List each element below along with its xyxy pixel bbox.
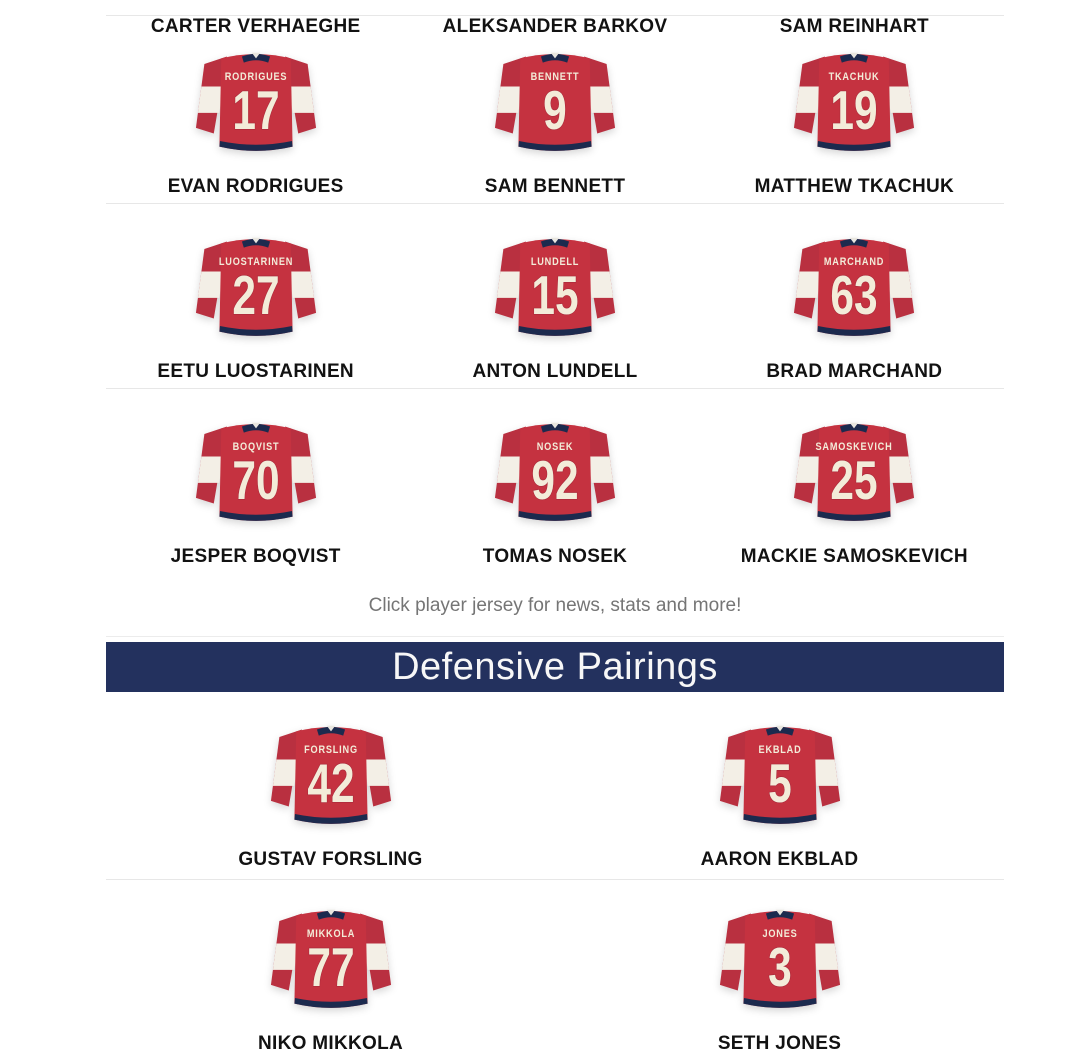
player-jersey[interactable] [270, 722, 392, 829]
forwards-row-2 [106, 204, 1004, 389]
jersey-number: 5 [767, 753, 792, 815]
player-card [405, 49, 704, 196]
jersey-nameplate: TKACHUK [828, 71, 880, 84]
jersey-nameplate: BOQVIST [232, 441, 280, 454]
jersey-number: 27 [232, 265, 280, 327]
player-card [405, 234, 704, 381]
jersey-right-sleeve-stripe [288, 87, 314, 113]
jersey-right-sleeve-stripe [812, 760, 838, 786]
player-jersey[interactable] [195, 234, 317, 341]
jersey-graphic [270, 906, 392, 1013]
player-name: JESPER BOQVIST [170, 546, 341, 567]
jersey-number: 42 [306, 753, 355, 815]
jersey-number: 17 [232, 80, 280, 142]
jersey-left-sleeve-stripe [497, 272, 523, 298]
jersey-graphic [494, 419, 616, 526]
player-jersey[interactable] [719, 722, 841, 829]
jersey-left-sleeve-stripe [721, 760, 747, 786]
jersey-right-sleeve-stripe [587, 87, 613, 113]
player-card [705, 234, 1004, 381]
player-name: BRAD MARCHAND [766, 361, 943, 382]
jersey-left-sleeve-stripe [497, 457, 523, 483]
jersey-nameplate: SAMOSKEVICH [815, 441, 893, 454]
player-name: SAM BENNETT [484, 176, 626, 197]
player-card [705, 419, 1004, 566]
player-name: EETU LUOSTARINEN [157, 361, 354, 382]
jersey-left-sleeve-stripe [721, 944, 747, 970]
jersey-nameplate: NOSEK [536, 441, 574, 454]
jersey-number: 9 [543, 80, 567, 142]
player-card-partial [106, 0, 405, 38]
jersey-graphic [494, 49, 616, 156]
player-card [106, 906, 555, 1053]
jersey-number: 92 [531, 450, 579, 512]
player-card-partial [705, 0, 1004, 38]
jersey-left-sleeve-stripe [796, 272, 822, 298]
player-name: ANTON LUNDELL [472, 361, 638, 382]
jersey-nameplate: FORSLING [303, 744, 358, 757]
jersey-nameplate: MARCHAND [824, 256, 885, 269]
player-name: TOMAS NOSEK [482, 546, 628, 567]
click-note: Click player jersey for news, stats and more! [368, 595, 742, 616]
jersey-right-sleeve-stripe [363, 944, 389, 970]
jersey-right-sleeve-stripe [887, 272, 913, 298]
defense-row-1 [106, 692, 1004, 880]
jersey-left-sleeve-stripe [272, 760, 298, 786]
jersey-number: 25 [830, 450, 878, 512]
jersey-left-sleeve-stripe [198, 87, 224, 113]
jersey-number: 63 [830, 265, 878, 327]
player-card [405, 419, 704, 566]
player-jersey[interactable] [793, 49, 915, 156]
defense-row-2 [106, 880, 1004, 1053]
jersey-right-sleeve-stripe [587, 457, 613, 483]
player-jersey[interactable] [270, 906, 392, 1013]
forwards-row-partial [106, 0, 1004, 37]
player-card [106, 234, 405, 381]
jersey-number: 15 [531, 265, 579, 327]
jersey-number: 77 [306, 937, 355, 999]
player-jersey[interactable] [494, 419, 616, 526]
jersey-left-sleeve-stripe [497, 87, 523, 113]
forwards-row-1 [106, 16, 1004, 204]
player-name: MATTHEW TKACHUK [754, 176, 955, 197]
player-card-partial [405, 0, 704, 38]
jersey-right-sleeve-stripe [363, 760, 389, 786]
player-jersey[interactable] [494, 234, 616, 341]
jersey-graphic [494, 234, 616, 341]
jersey-right-sleeve-stripe [587, 272, 613, 298]
player-jersey[interactable] [793, 419, 915, 526]
player-name: ALEKSANDER BARKOV [442, 16, 668, 37]
jersey-left-sleeve-stripe [796, 457, 822, 483]
defensive-pairings-banner: Defensive Pairings [106, 642, 1004, 692]
jersey-graphic [793, 419, 915, 526]
jersey-left-sleeve-stripe [272, 944, 298, 970]
jersey-left-sleeve-stripe [198, 272, 224, 298]
player-name: NIKO MIKKOLA [257, 1033, 404, 1054]
player-card [106, 419, 405, 566]
jersey-number: 70 [232, 450, 280, 512]
jersey-right-sleeve-stripe [887, 457, 913, 483]
player-card [106, 722, 555, 869]
section-divider [106, 636, 1004, 637]
jersey-graphic [270, 722, 392, 829]
player-name: GUSTAV FORSLING [238, 849, 423, 870]
player-name: SAM REINHART [779, 16, 929, 37]
player-jersey[interactable] [494, 49, 616, 156]
jersey-graphic [195, 419, 317, 526]
player-name: CARTER VERHAEGHE [150, 16, 361, 37]
player-jersey[interactable] [195, 419, 317, 526]
roster-container [106, 0, 1004, 1053]
jersey-nameplate: JONES [761, 928, 798, 941]
jersey-nameplate: LUOSTARINEN [218, 256, 293, 269]
jersey-graphic [195, 49, 317, 156]
jersey-number: 3 [767, 937, 792, 999]
forwards-row-3 [106, 389, 1004, 566]
player-name: SETH JONES [717, 1033, 842, 1054]
jersey-nameplate: MIKKOLA [306, 928, 355, 941]
player-card [555, 722, 1004, 869]
jersey-left-sleeve-stripe [198, 457, 224, 483]
player-name: MACKIE SAMOSKEVICH [740, 546, 968, 567]
player-jersey[interactable] [195, 49, 317, 156]
jersey-right-sleeve-stripe [288, 457, 314, 483]
jersey-graphic [793, 234, 915, 341]
jersey-graphic [793, 49, 915, 156]
player-jersey[interactable] [719, 906, 841, 1013]
player-card [555, 906, 1004, 1053]
jersey-nameplate: BENNETT [530, 71, 580, 84]
jersey-graphic [719, 722, 841, 829]
jersey-nameplate: EKBLAD [758, 744, 801, 757]
player-jersey[interactable] [793, 234, 915, 341]
jersey-right-sleeve-stripe [288, 272, 314, 298]
jersey-nameplate: RODRIGUES [224, 71, 288, 84]
jersey-right-sleeve-stripe [887, 87, 913, 113]
player-name: EVAN RODRIGUES [167, 176, 344, 197]
jersey-nameplate: LUNDELL [530, 256, 580, 269]
jersey-left-sleeve-stripe [796, 87, 822, 113]
player-name: AARON EKBLAD [700, 849, 859, 870]
jersey-right-sleeve-stripe [812, 944, 838, 970]
jersey-graphic [195, 234, 317, 341]
jersey-graphic [719, 906, 841, 1013]
jersey-number: 19 [830, 80, 878, 142]
player-card [106, 49, 405, 196]
player-card [705, 49, 1004, 196]
